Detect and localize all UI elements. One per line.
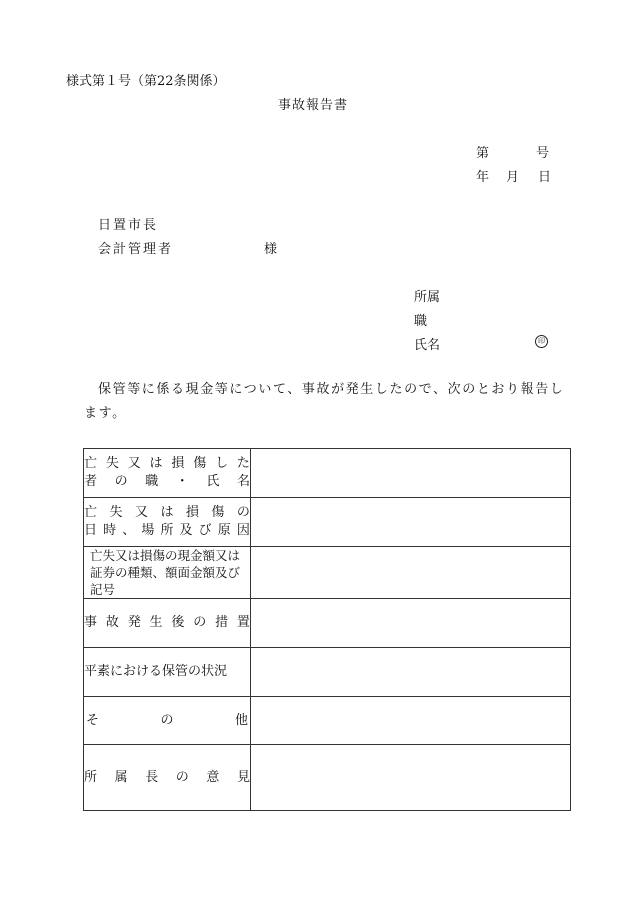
label-char: び [198, 523, 212, 538]
addressee-treasurer: 会計管理者 [98, 242, 174, 257]
label-char: 事 [84, 615, 98, 630]
row-value-cell[interactable] [251, 697, 571, 745]
number-prefix: 第 [476, 146, 490, 161]
row-value-cell[interactable] [251, 599, 571, 648]
date-year-label: 年 [476, 170, 490, 185]
label-char: 失 [105, 456, 119, 471]
label-char: 他 [234, 712, 248, 728]
row-label-line [84, 522, 250, 540]
label-char: 職 [145, 474, 159, 489]
label-char: 又 [134, 505, 148, 520]
row-label-line [84, 614, 250, 632]
label-char: 置 [236, 615, 250, 630]
label-char: 損 [185, 505, 199, 520]
report-statement: 保管等に係る現金等について、事故が発生したので、次のとおり報告します。 [84, 382, 565, 421]
table-row [84, 745, 571, 811]
label-char: 所 [160, 523, 174, 538]
label-char: 者 [84, 474, 98, 489]
label-char: 時 [103, 523, 117, 538]
row-label [84, 449, 251, 498]
label-char: 場 [141, 523, 155, 538]
row-value-cell[interactable] [251, 648, 571, 697]
label-char: は [149, 456, 163, 471]
label-char: 生 [149, 615, 163, 630]
row-label-line [84, 473, 250, 491]
label-char: の [175, 769, 189, 785]
date-month-label: 月 [506, 170, 520, 185]
row-label [84, 547, 251, 599]
label-char: し [215, 456, 229, 471]
date-day-label: 日 [538, 170, 552, 185]
number-suffix: 号 [536, 146, 550, 161]
label-char: 及 [179, 523, 193, 538]
addressee-mayor: 日置市長 [98, 218, 159, 233]
label-char: は [160, 505, 174, 520]
row-label-line [84, 769, 250, 787]
label-char: 長 [145, 769, 159, 785]
table-row [84, 648, 571, 697]
label-char: 発 [127, 615, 141, 630]
row-label-line [84, 455, 250, 473]
table-row [84, 599, 571, 648]
label-char: そ [86, 712, 100, 728]
label-char: 亡 [84, 456, 98, 471]
label-char: の [160, 712, 174, 728]
row-label [84, 498, 251, 547]
row-label [84, 745, 251, 811]
label-char: 後 [171, 615, 185, 630]
label-char: 又 [127, 456, 141, 471]
document-title: 事故報告書 [278, 98, 349, 113]
label-char: 日 [84, 523, 98, 538]
label-char: 失 [109, 505, 123, 520]
report-table [83, 448, 571, 811]
table-row [84, 498, 571, 547]
label-char: 意 [206, 769, 220, 785]
label-char: の [114, 474, 128, 489]
label-char: 原 [217, 523, 231, 538]
row-label-text: 亡失又は損傷の現金額又は証券の種類、額面金額及び記号 [90, 548, 241, 597]
label-char: 傷 [211, 505, 225, 520]
position-label: 職 [414, 314, 428, 329]
label-char: 属 [114, 769, 128, 785]
form-number: 様式第１号（第22条関係） [66, 74, 226, 89]
table-row [84, 449, 571, 498]
label-char: 傷 [193, 456, 207, 471]
label-char: 損 [171, 456, 185, 471]
row-label-line [84, 504, 250, 522]
row-value-cell[interactable] [251, 745, 571, 811]
seal-mark-icon: 印 [535, 335, 548, 348]
table-row [84, 547, 571, 599]
row-label [84, 599, 251, 648]
row-label [84, 648, 251, 697]
row-value-cell[interactable] [251, 449, 571, 498]
label-char: 亡 [84, 505, 98, 520]
label-char: 、 [122, 523, 136, 538]
addressee-honorific: 様 [264, 242, 278, 257]
label-char: 因 [236, 523, 250, 538]
row-value-cell[interactable] [251, 498, 571, 547]
label-char: の [236, 505, 250, 520]
label-char: 故 [105, 615, 119, 630]
affiliation-label: 所属 [414, 290, 441, 305]
label-char: ・ [175, 474, 189, 489]
label-char: 所 [84, 769, 98, 785]
table-row [84, 697, 571, 745]
label-char: 見 [236, 769, 250, 785]
label-char: 措 [215, 615, 229, 630]
label-char: 名 [236, 474, 250, 489]
label-char: 氏 [206, 474, 220, 489]
row-label [84, 697, 251, 745]
name-label: 氏名 [414, 338, 441, 353]
row-label-line [84, 712, 250, 730]
row-value-cell[interactable] [251, 547, 571, 599]
label-char: た [236, 456, 250, 471]
row-label-text: 平素における保管の状況 [84, 664, 228, 679]
label-char: の [193, 615, 207, 630]
